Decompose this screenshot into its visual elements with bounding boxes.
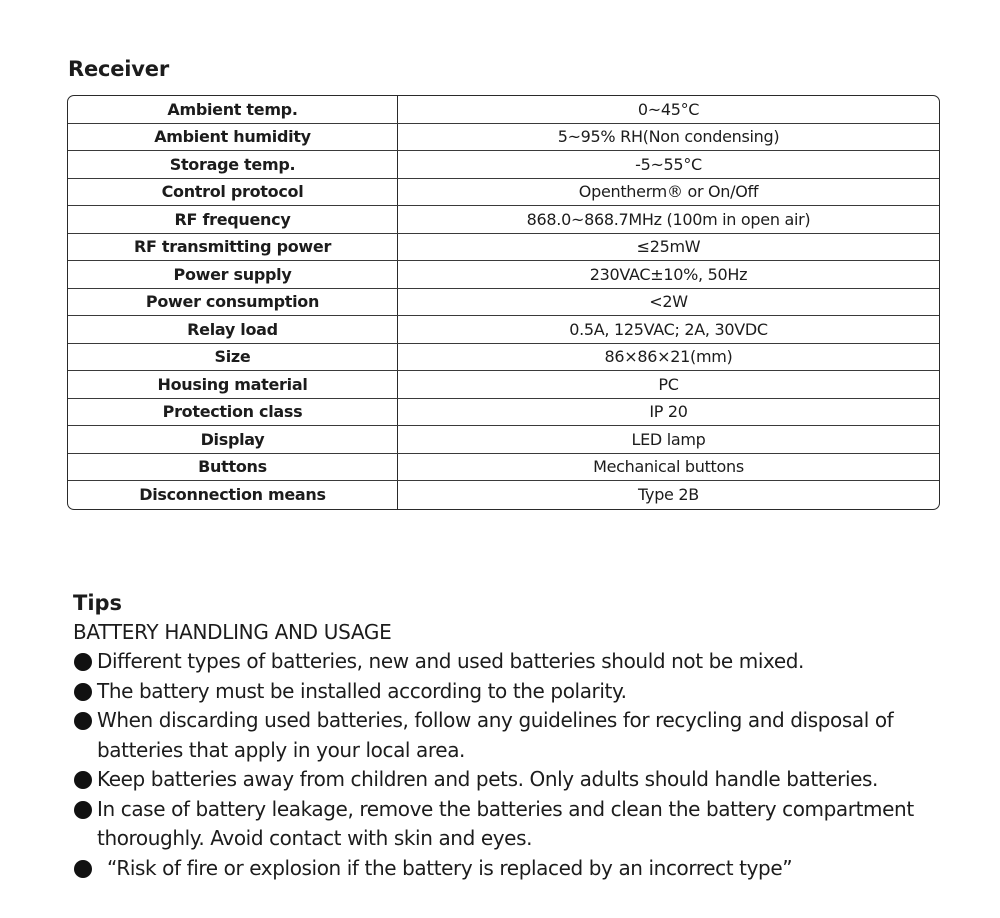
spec-value: Opentherm® or On/Off	[578, 182, 759, 202]
spec-value: 86×86×21(mm)	[604, 347, 733, 367]
table-row	[68, 151, 939, 179]
spec-label: Buttons	[68, 454, 398, 481]
tip-text: When discarding used batteries, follow any guidelines for recycling and disposal of batteries that apply in your local area.	[97, 708, 894, 762]
table-row	[68, 96, 939, 124]
table-row	[68, 481, 939, 509]
bullet-icon	[74, 860, 92, 878]
spec-value: Type 2B	[638, 485, 699, 505]
bullet-icon	[74, 771, 92, 789]
spec-value: 868.0~868.7MHz (100m in open air)	[526, 209, 811, 229]
spec-value: -5~55°C	[635, 154, 702, 174]
spec-value: PC	[658, 374, 679, 394]
table-row	[68, 124, 939, 152]
spec-label: Display	[68, 426, 398, 453]
table-row	[68, 261, 939, 289]
receiver-title: Receiver	[68, 57, 169, 81]
tip-text: In case of battery leakage, remove the batteries and clean the battery compartment thoroughly. Avoid contact with skin and eyes.	[97, 796, 914, 850]
tip-text: The battery must be installed according to the polarity.	[97, 678, 627, 703]
bullet-icon	[74, 712, 92, 730]
table-row	[68, 344, 939, 372]
list-item	[73, 854, 973, 884]
spec-label: Ambient temp.	[68, 96, 398, 123]
list-item	[73, 647, 973, 677]
tips-list	[73, 647, 973, 883]
table-row	[68, 399, 939, 427]
tip-text: Different types of batteries, new and used batteries should not be mixed.	[97, 649, 804, 673]
spec-value: Mechanical buttons	[593, 457, 744, 477]
bullet-icon	[74, 683, 92, 701]
spec-value: 0.5A, 125VAC; 2A, 30VDC	[569, 319, 768, 339]
spec-label: Ambient humidity	[68, 124, 398, 151]
spec-value: IP 20	[649, 402, 688, 422]
spec-value: LED lamp	[631, 429, 706, 449]
spec-value: 0~45°C	[637, 99, 700, 119]
tips-subtitle: BATTERY HANDLING AND USAGE	[73, 620, 392, 644]
receiver-spec-table	[67, 95, 940, 510]
spec-value: 230VAC±10%, 50Hz	[589, 264, 748, 284]
table-row	[68, 206, 939, 234]
spec-label: Storage temp.	[68, 151, 398, 178]
spec-value: 5~95% RH(Non condensing)	[557, 127, 780, 147]
bullet-icon	[74, 653, 92, 671]
table-row	[68, 179, 939, 207]
table-row	[68, 371, 939, 399]
list-item	[73, 765, 973, 795]
table-row	[68, 426, 939, 454]
spec-label: RF frequency	[68, 206, 398, 233]
tips-title: Tips	[73, 591, 123, 615]
spec-label: Protection class	[68, 399, 398, 426]
table-row	[68, 234, 939, 262]
table-row	[68, 316, 939, 344]
spec-label: Housing material	[68, 371, 398, 398]
list-item	[73, 795, 973, 854]
list-item	[73, 677, 973, 707]
spec-label: Power consumption	[68, 289, 398, 316]
spec-label: RF transmitting power	[68, 234, 398, 261]
spec-label: Control protocol	[68, 179, 398, 206]
spec-value: <2W	[649, 292, 688, 312]
tip-text: “Risk of fire or explosion if the battery is replaced by an incorrect type”	[107, 855, 793, 880]
tips-section	[73, 588, 973, 883]
spec-value: ≤25mW	[636, 237, 701, 257]
spec-label: Disconnection means	[68, 481, 398, 509]
bullet-icon	[74, 801, 92, 819]
tip-text: Keep batteries away from children and pets. Only adults should handle batteries.	[97, 767, 879, 791]
list-item	[73, 706, 973, 765]
table-row	[68, 454, 939, 482]
spec-label: Power supply	[68, 261, 398, 288]
table-row	[68, 289, 939, 317]
spec-label: Relay load	[68, 316, 398, 343]
spec-label: Size	[68, 344, 398, 371]
